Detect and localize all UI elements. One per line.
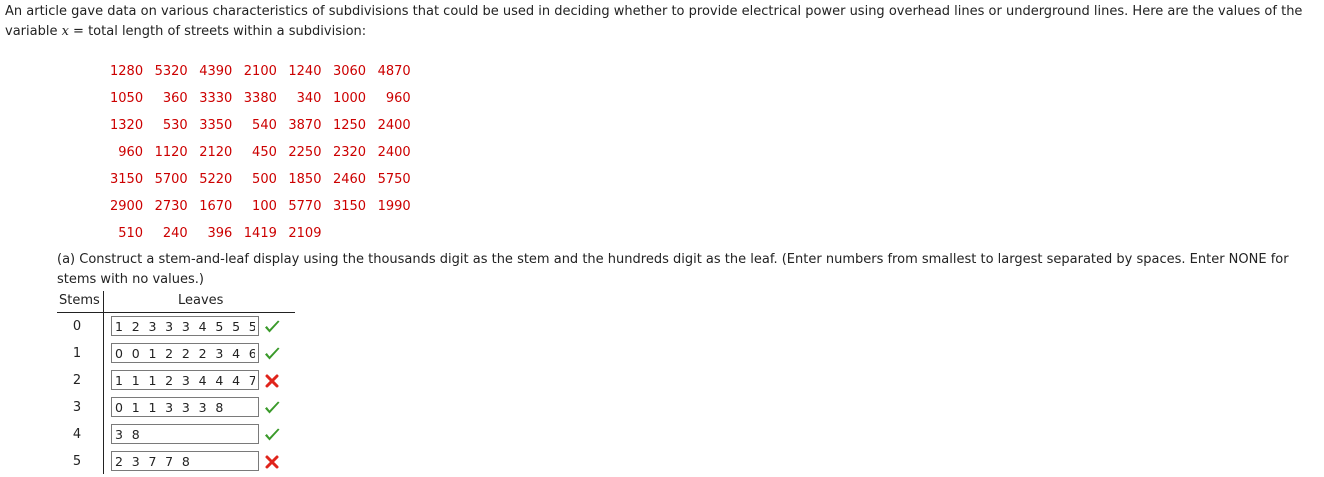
- data-value: 100: [252, 199, 277, 214]
- header-divider: [57, 312, 295, 313]
- data-value: 240: [162, 226, 188, 241]
- data-value: 2120: [199, 145, 233, 160]
- data-value: 1419: [243, 226, 277, 241]
- data-value: 5220: [199, 172, 233, 187]
- data-row: [110, 139, 411, 166]
- data-value: 1050: [110, 91, 144, 106]
- leaves-input[interactable]: [111, 397, 259, 417]
- data-value: 960: [118, 145, 144, 160]
- data-value: 500: [252, 172, 277, 187]
- data-value: 1000: [332, 91, 367, 106]
- leaves-input[interactable]: [111, 343, 259, 363]
- data-value: 3350: [199, 118, 233, 133]
- stem-value: 0: [72, 319, 82, 334]
- data-value: 2900: [110, 199, 144, 214]
- stem-value: 4: [72, 427, 82, 442]
- part-a-instructions: (a) Construct a stem-and-leaf display using the thousands digit as the stem and the hundreds digit as the leaf. (Enter numbers from smallest to largest separated by spaces. Enter NONE for stems with no values.): [57, 252, 1289, 287]
- stem-value: 5: [72, 454, 82, 469]
- data-value: 2320: [332, 145, 367, 160]
- data-value: 2109: [288, 226, 322, 241]
- street-length-data-table: [110, 58, 411, 247]
- data-value: 396: [207, 226, 233, 241]
- data-row: [110, 193, 411, 220]
- leaves-input[interactable]: [111, 451, 259, 471]
- check-icon: [263, 319, 281, 335]
- data-value: 5700: [154, 172, 188, 187]
- leaves-input[interactable]: [111, 370, 259, 390]
- data-value: 540: [252, 118, 277, 133]
- data-value: 1280: [110, 64, 144, 79]
- data-value: 340: [296, 91, 322, 106]
- data-value: 3330: [199, 91, 233, 106]
- stem-value: 2: [72, 373, 82, 388]
- data-value: 1320: [110, 118, 144, 133]
- data-value: 5750: [377, 172, 411, 187]
- data-row: [110, 58, 411, 85]
- problem-intro: [5, 2, 1317, 42]
- data-value: 2400: [377, 145, 411, 160]
- data-value: 4870: [377, 64, 411, 79]
- data-value: 2250: [288, 145, 322, 160]
- data-value: 530: [162, 118, 188, 133]
- data-value: 2400: [377, 118, 411, 133]
- data-value: 3380: [243, 91, 277, 106]
- data-value: 1850: [288, 172, 322, 187]
- intro-text-before: An article gave data on various characteristics of subdivisions that could be used in deciding whether to provide electrical power using overhead lines or underground lines. Here are the values of the variable: [5, 4, 1303, 39]
- data-value: 1250: [332, 118, 367, 133]
- variable-x: x: [61, 24, 69, 39]
- data-value: 3150: [110, 172, 144, 187]
- data-value: 2100: [243, 64, 277, 79]
- check-icon: [263, 400, 281, 416]
- intro-text-after: = total length of streets within a subdivision:: [68, 24, 367, 39]
- data-value: 960: [385, 91, 411, 106]
- data-value: 5770: [288, 199, 322, 214]
- data-row: [110, 166, 411, 193]
- data-row: [110, 220, 411, 247]
- data-row: [110, 85, 411, 112]
- data-value: 1240: [288, 64, 322, 79]
- cross-icon: [263, 454, 281, 470]
- leaves-input[interactable]: [111, 316, 259, 336]
- data-value: 1120: [154, 145, 188, 160]
- leaves-input[interactable]: [111, 424, 259, 444]
- data-value: 5320: [154, 64, 188, 79]
- data-value: 510: [118, 226, 144, 241]
- data-value: [321, 220, 366, 247]
- data-value: 2730: [154, 199, 188, 214]
- data-value: [366, 220, 411, 247]
- data-row: [110, 112, 411, 139]
- data-value: 3150: [332, 199, 367, 214]
- data-value: 4390: [199, 64, 233, 79]
- stem-divider: [103, 291, 104, 474]
- stems-header: Stems: [59, 293, 100, 308]
- data-value: 3060: [332, 64, 367, 79]
- data-value: 360: [162, 91, 188, 106]
- data-value: 1990: [377, 199, 411, 214]
- stem-value: 3: [72, 400, 82, 415]
- data-value: 3870: [288, 118, 322, 133]
- data-value: 1670: [199, 199, 233, 214]
- cross-icon: [263, 373, 281, 389]
- check-icon: [263, 427, 281, 443]
- data-value: 2460: [332, 172, 367, 187]
- check-icon: [263, 346, 281, 362]
- data-value: 450: [252, 145, 277, 160]
- leaves-header: Leaves: [178, 293, 224, 308]
- stem-value: 1: [72, 346, 82, 361]
